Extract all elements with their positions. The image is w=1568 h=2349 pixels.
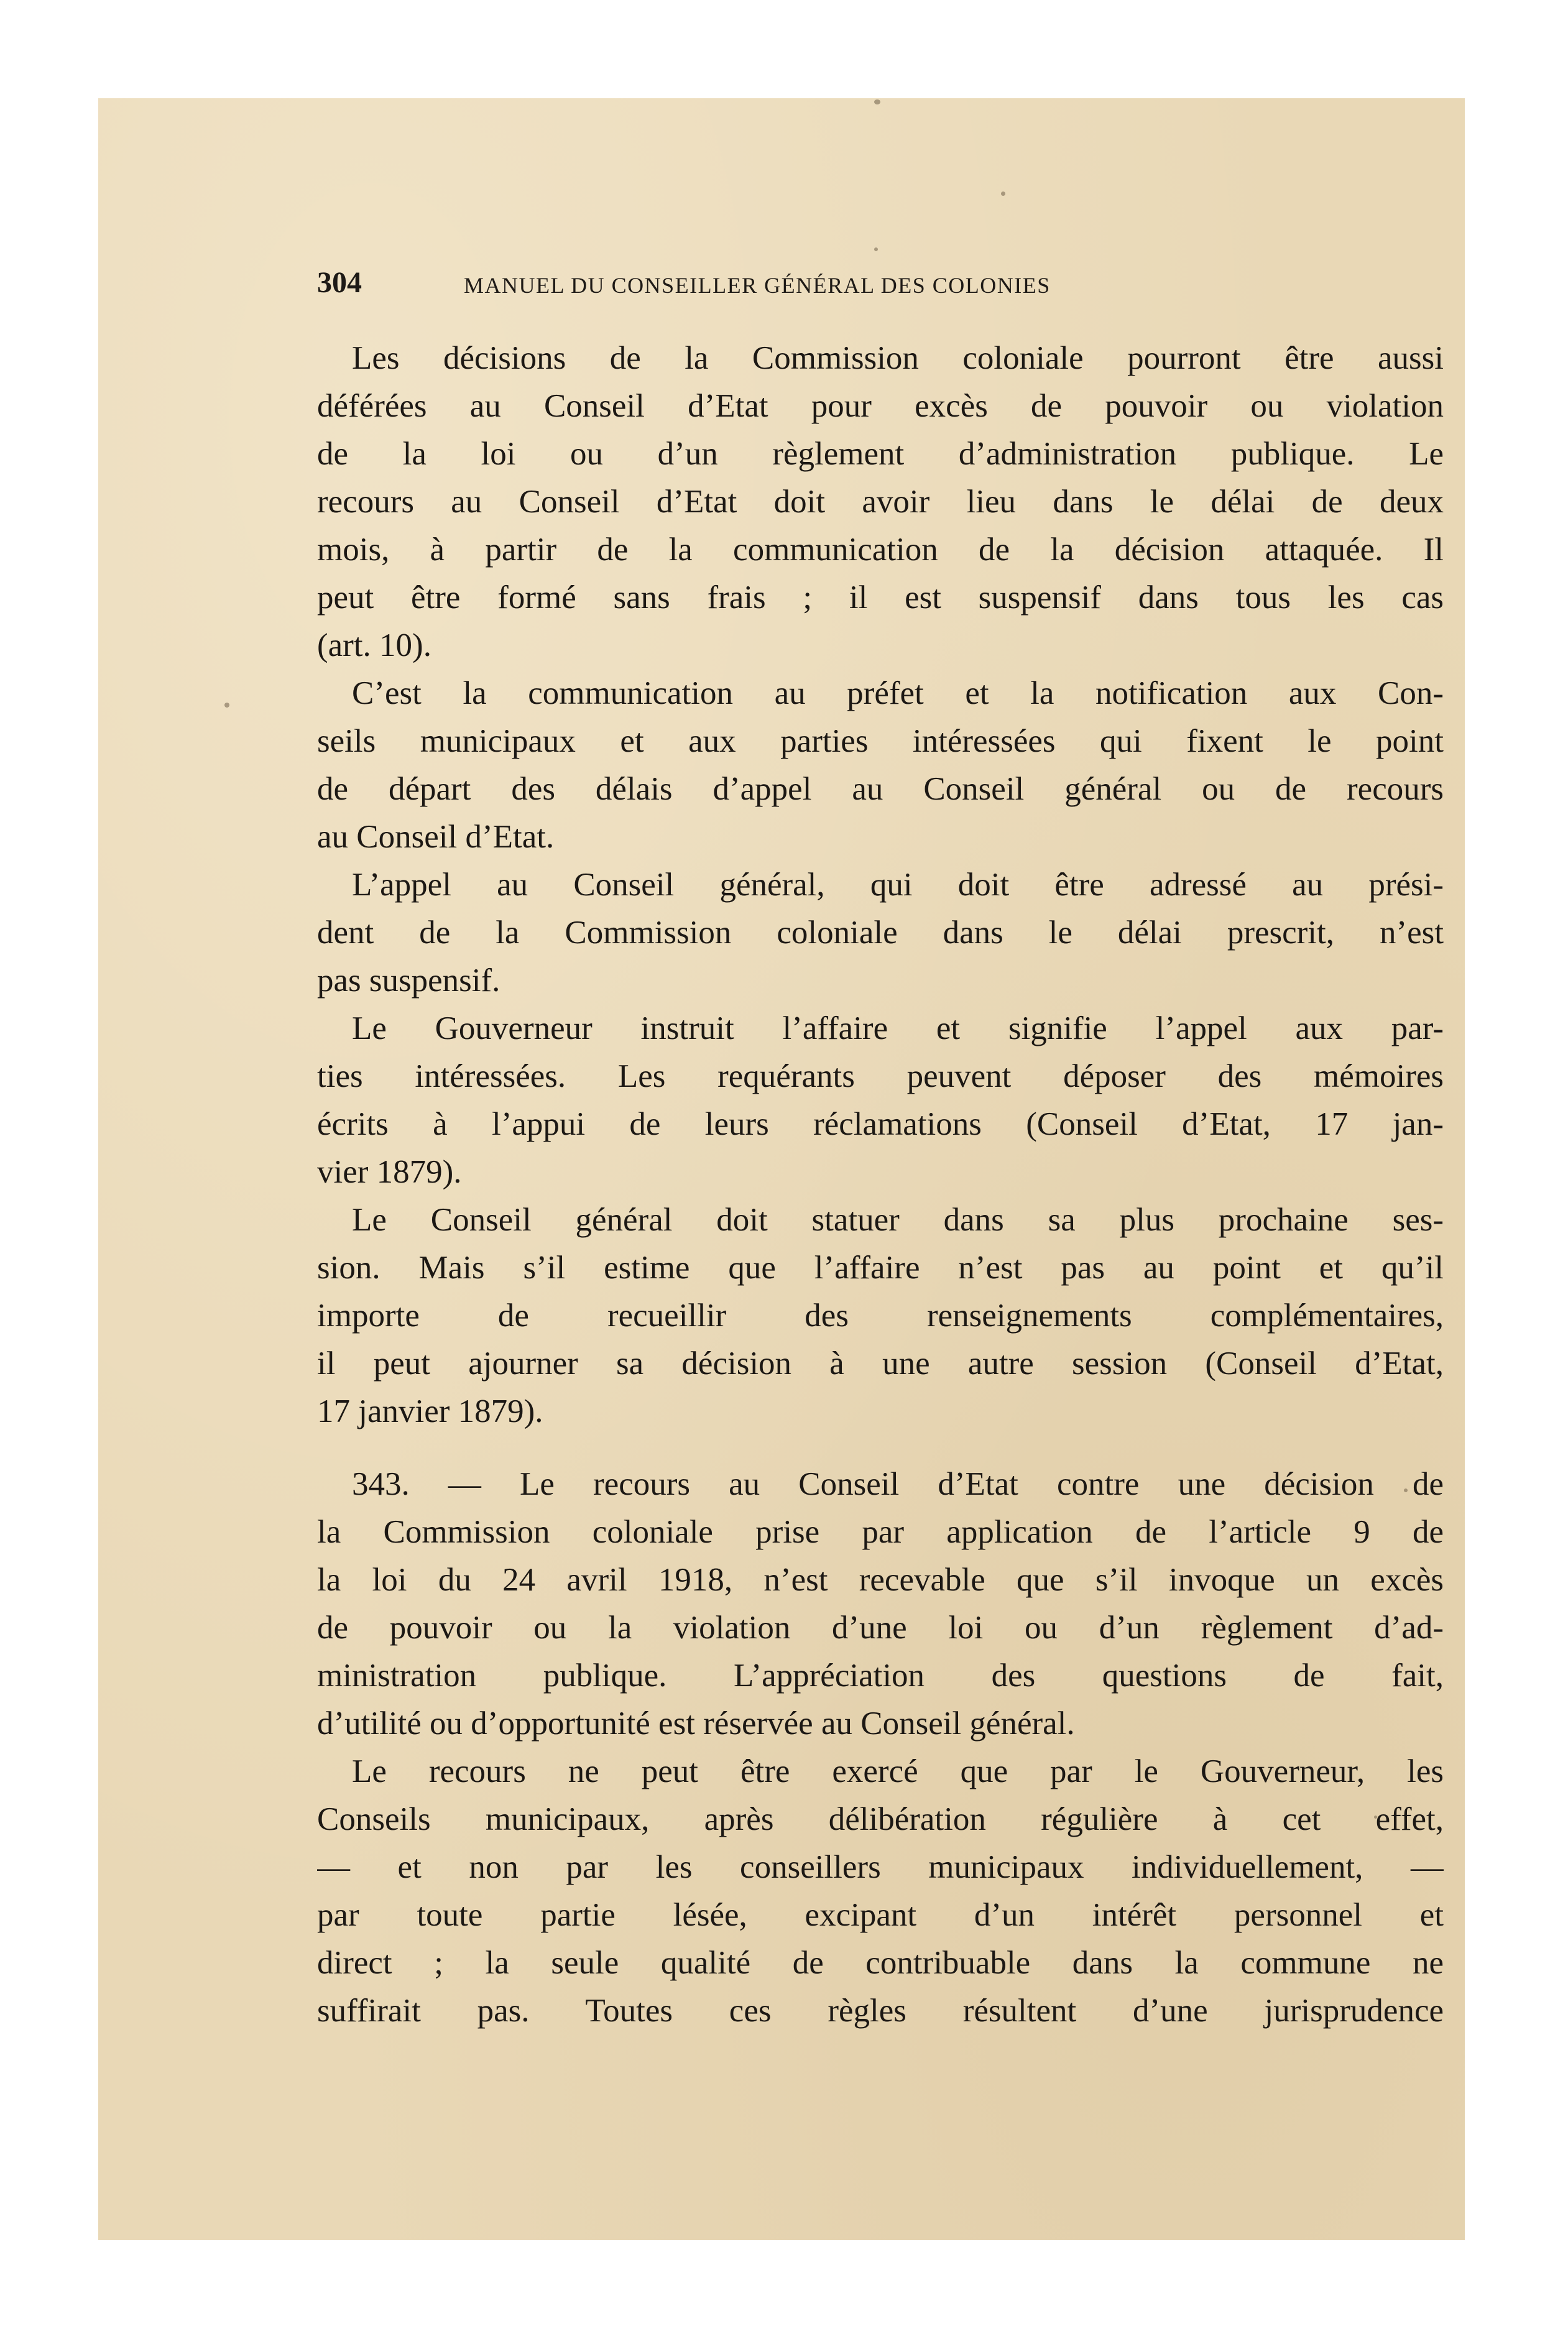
text-line: (art. 10). (317, 627, 431, 663)
text-line: pas suspensif. (317, 962, 500, 999)
paragraph (317, 335, 1444, 670)
text-line: sion. Mais s’il estime que l’affaire n’est pas au point et qu’il (317, 1250, 1444, 1286)
text-line: ministration publique. L’appréciation des questions de fait, (317, 1658, 1444, 1694)
running-title: MANUEL DU CONSEILLER GÉNÉRAL DES COLONIES (464, 273, 1051, 298)
text-line: — et non par les conseillers municipaux individuellement, — (317, 1849, 1444, 1885)
text-line: mois, à partir de la communication de la décision attaquée. Il (317, 532, 1444, 568)
text-line: Le Gouverneur instruit l’affaire et signifie l’appel aux par- (352, 1010, 1444, 1046)
text-line: écrits à l’appui de leurs réclamations (Conseil d’Etat, 17 jan- (317, 1106, 1444, 1142)
text-line: de départ des délais d’appel au Conseil général ou de recours (317, 771, 1444, 807)
text-line: la Commission coloniale prise par application de l’article 9 de (317, 1514, 1444, 1550)
body-text (317, 335, 1444, 2035)
paragraph (317, 1005, 1444, 1196)
text-line: par toute partie lésée, excipant d’un intérêt personnel et (317, 1897, 1444, 1933)
text-line: L’appel au Conseil général, qui doit être adressé au prési- (352, 867, 1444, 903)
text-line: recours au Conseil d’Etat doit avoir lieu dans le délai de deux (317, 484, 1444, 520)
text-line: de la loi ou d’un règlement d’administration publique. Le (317, 436, 1444, 472)
text-line: la loi du 24 avril 1918, n’est recevable que s’il invoque un excès (317, 1562, 1444, 1598)
text-line: direct ; la seule qualité de contribuable dans la commune ne (317, 1945, 1444, 1981)
text-line: au Conseil d’Etat. (317, 819, 555, 855)
section-gap (317, 1436, 1444, 1461)
text-line: seils municipaux et aux parties intéressées qui fixent le point (317, 723, 1444, 759)
text-line: C’est la communication au préfet et la notification aux Con- (352, 675, 1444, 711)
text-line: Conseils municipaux, après délibération régulière à cet effet, (317, 1801, 1444, 1837)
paper-speck (224, 703, 229, 708)
text-line: 343. — Le recours au Conseil d’Etat contre une décision de (352, 1466, 1444, 1502)
text-line: 17 janvier 1879). (317, 1393, 543, 1429)
text-line: vier 1879). (317, 1154, 462, 1190)
scanned-page (98, 98, 1465, 2240)
page-number: 304 (317, 266, 362, 299)
paragraph (317, 1461, 1444, 1748)
text-line: suffirait pas. Toutes ces règles résultent d’une jurisprudence (317, 1993, 1444, 2029)
text-line: d’utilité ou d’opportunité est réservée au Conseil général. (317, 1705, 1075, 1742)
text-line: déférées au Conseil d’Etat pour excès de pouvoir ou violation (317, 388, 1444, 424)
text-line: dent de la Commission coloniale dans le délai prescrit, n’est (317, 915, 1444, 951)
text-line: peut être formé sans frais ; il est suspensif dans tous les cas (317, 579, 1444, 616)
paper-speck (874, 99, 880, 104)
text-line: Le Conseil général doit statuer dans sa plus prochaine ses- (352, 1202, 1444, 1238)
running-header (317, 261, 1444, 305)
paragraph (317, 670, 1444, 861)
text-line: ties intéressées. Les requérants peuvent déposer des mémoires (317, 1058, 1444, 1094)
text-line: Le recours ne peut être exercé que par le Gouverneur, les (352, 1753, 1444, 1789)
paragraph (317, 861, 1444, 1005)
paper-speck (1001, 192, 1005, 196)
text-line: Les décisions de la Commission coloniale pourront être aussi (352, 340, 1444, 376)
paragraph (317, 1748, 1444, 2035)
text-line: de pouvoir ou la violation d’une loi ou d’un règlement d’ad- (317, 1610, 1444, 1646)
paragraph (317, 1196, 1444, 1436)
paper-speck (874, 247, 878, 251)
text-line: importe de recueillir des renseignements complémentaires, (317, 1298, 1444, 1334)
text-line: il peut ajourner sa décision à une autre session (Conseil d’Etat, (317, 1345, 1444, 1382)
